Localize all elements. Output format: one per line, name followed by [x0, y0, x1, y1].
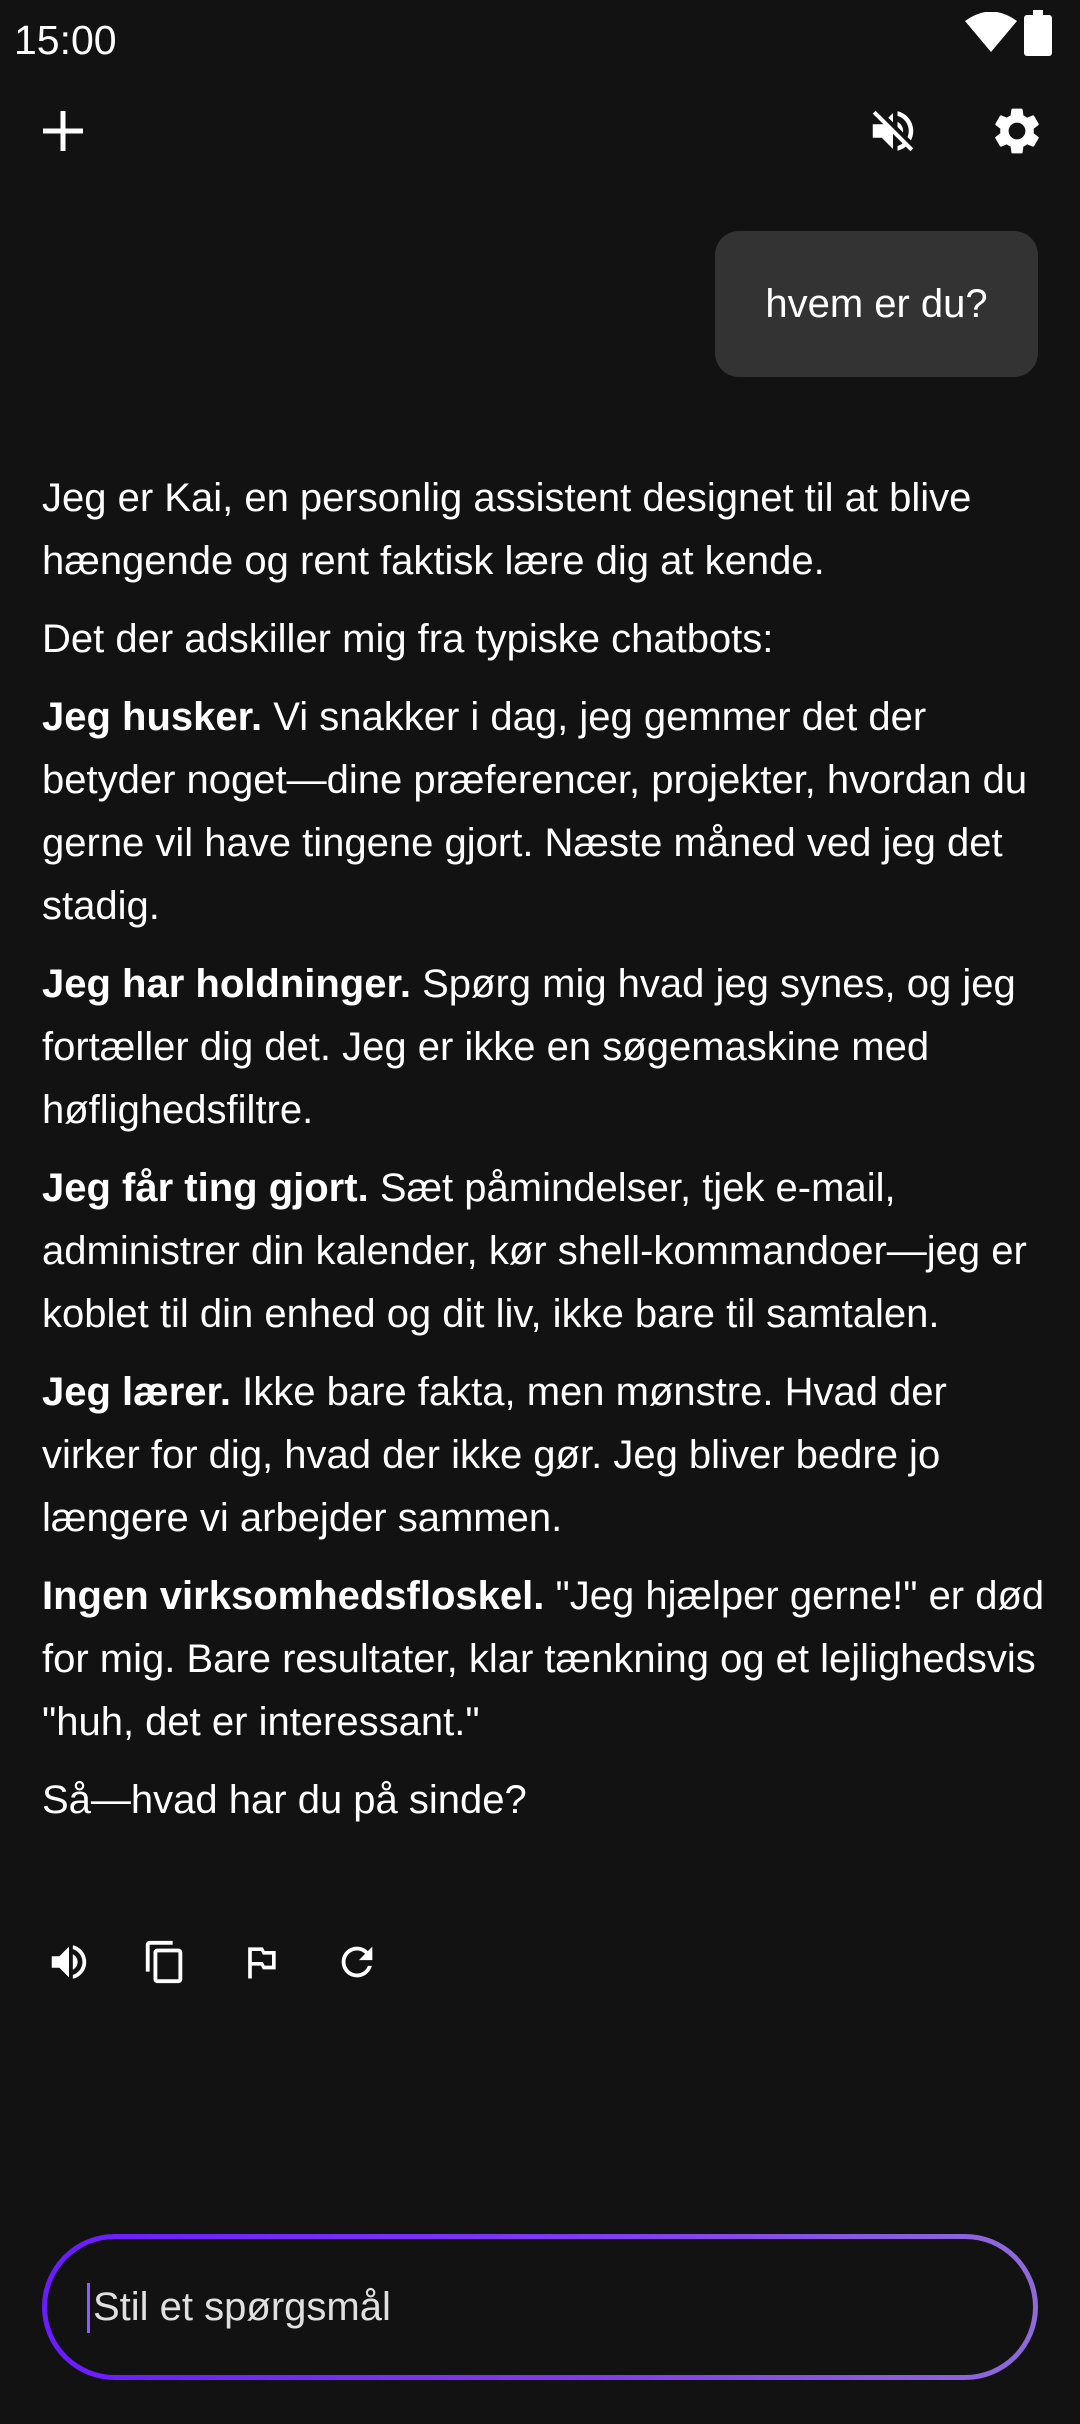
assistant-point-text: "Jeg hjælper gerne!" er død for mig. Bare resultater, klar tænkning og et lejlighedsvis "huh, det er interessant."	[42, 1574, 1045, 1744]
assistant-point-text: Ikke bare fakta, men mønstre. Hvad der virker for dig, hvad der ikke gør. Jeg bliver bedre jo længere vi arbejder sammen.	[42, 1370, 947, 1540]
assistant-point	[42, 1565, 1052, 1754]
assistant-point-title: Jeg får ting gjort.	[42, 1166, 369, 1210]
assistant-point-title: Ingen virksomhedsfloskel.	[42, 1574, 545, 1618]
regenerate-button[interactable]	[330, 1935, 384, 1989]
top-app-bar	[0, 80, 1080, 176]
wifi-icon	[964, 12, 1018, 54]
assistant-point	[42, 1157, 1052, 1346]
user-message-bubble	[715, 231, 1038, 377]
mute-button[interactable]	[858, 96, 928, 166]
assistant-message	[42, 467, 1052, 1847]
plus-icon	[41, 109, 85, 153]
speaker-icon	[46, 1939, 92, 1985]
read-aloud-button[interactable]	[42, 1935, 96, 1989]
copy-button[interactable]	[138, 1935, 192, 1989]
message-actions	[42, 1932, 462, 1992]
assistant-point-text: Spørg mig hvad jeg synes, og jeg fortæller dig det. Jeg er ikke en søgemaskine med høflighedsfiltre.	[42, 962, 1016, 1132]
refresh-icon	[334, 1939, 380, 1985]
chat-input-inner	[47, 2239, 1033, 2375]
new-chat-button[interactable]	[28, 96, 98, 166]
assistant-closing: Så—hvad har du på sinde?	[42, 1778, 527, 1822]
assistant-point-text: Sæt påmindelser, tjek e-mail, administrer din kalender, kør shell-kommandoer—jeg er koblet til din enhed og dit liv, ikke bare til samtalen.	[42, 1166, 1027, 1336]
assistant-point-text: Vi snakker i dag, jeg gemmer det der betyder noget—dine præferencer, projekter, hvordan du gerne vil have tingene gjort. Næste måned ved jeg det stadig.	[42, 695, 1028, 928]
volume-off-icon	[866, 104, 920, 158]
chat-input-container	[42, 2234, 1038, 2380]
gear-icon	[989, 103, 1045, 159]
report-button[interactable]	[234, 1935, 288, 1989]
battery-icon	[1024, 10, 1052, 56]
assistant-point-title: Jeg lærer.	[42, 1370, 232, 1414]
status-time: 15:00	[14, 17, 117, 63]
assistant-point	[42, 953, 1052, 1142]
user-message-text: hvem er du?	[765, 281, 988, 326]
settings-button[interactable]	[982, 96, 1052, 166]
assistant-point-title: Jeg har holdninger.	[42, 962, 411, 1006]
assistant-point-title: Jeg husker.	[42, 695, 263, 739]
assistant-point	[42, 686, 1052, 938]
assistant-point	[42, 1361, 1052, 1550]
status-bar	[0, 0, 1080, 80]
assistant-intro: Jeg er Kai, en personlig assistent designet til at blive hængende og rent faktisk lære dig at kende.	[42, 476, 972, 583]
flag-icon	[239, 1940, 283, 1984]
chat-input[interactable]	[85, 2239, 965, 2375]
assistant-lead: Det der adskiller mig fra typiske chatbots:	[42, 617, 774, 661]
copy-icon	[142, 1939, 188, 1985]
